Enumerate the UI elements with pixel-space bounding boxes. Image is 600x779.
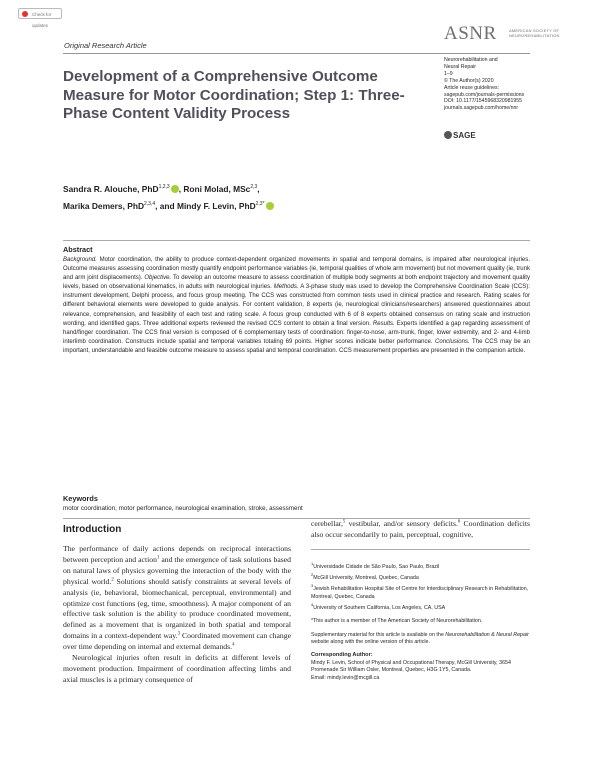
intro-right-paragraph <box>311 519 530 541</box>
logo-abbr: ASNR <box>444 23 497 44</box>
keywords-list: motor coordination, motor performance, neurological examination, stroke, assessment <box>63 505 303 512</box>
member-note: *This author is a member of The American Society of Neurorehabilitation. <box>311 618 483 625</box>
asnr-logo <box>444 23 560 45</box>
supp-pre: Supplementary material for this article is available on the <box>311 631 446 638</box>
notes-divider <box>311 549 530 550</box>
journal-info-line: DOI: 10.1177/1545968320981955 <box>444 98 523 105</box>
publisher-name: SAGE <box>453 131 476 140</box>
author-affiliation-marker: 2,3,4 <box>144 200 156 207</box>
author-list <box>63 180 403 214</box>
affiliation-number: 4 <box>311 601 314 607</box>
affiliation-text: McGill University, Montreal, Quebec, Canada <box>313 574 419 581</box>
affiliation-item <box>311 582 530 601</box>
methods-text: A 3-phase study was used to develop the Comprehensive Coordination Scale (CCS): instrument development, Delphi process, and focus group meeting. The CCS was constructed from common tests used in clinical practice and research. Rating scales for different behavioral elements were developed to guide analysis. For content validation, 8 experts (ie, neurological clinicians/researchers) answered questionnaires about relevance, comprehension, and feasibility of each test and rating scale. A focus group conducted with 6 of 8 experts obtained consensus on rating scale and instruction wording, and identified gaps. Three additional experts reviewed the revised CCS content to obtain a final version. <box>63 284 530 327</box>
article-type: Original Research Article <box>64 41 147 50</box>
text-run: cerebellar, <box>311 519 343 528</box>
author-name: Marika Demers, PhD <box>63 200 144 211</box>
background-text: Motor coordination, the ability to produce context-dependent organized movements in spatial and temporal domains, is impaired after neurological injuries. Outcome measures assessing coordination mostly quantify endpoint performance variables (ie, temporal qualities of whole arm movement) but not movement quality (ie, trunk and arm joint displacements). <box>63 257 530 282</box>
author-affiliation-marker: 2,3 <box>250 184 258 190</box>
abstract-heading: Abstract <box>63 245 93 254</box>
author-affiliation-marker: 2,3* <box>255 200 265 207</box>
journal-info-line: © The Author(s) 2020 <box>444 77 494 84</box>
text-run: and the emergence of task solutions based on natural laws of physics governing the interaction of the body with the physical world. <box>63 554 292 586</box>
journal-info <box>444 57 554 112</box>
text-run: Coordination deficits also occur secondarily to pain, perceptual, cognitive, <box>311 519 530 539</box>
citation-marker[interactable]: 1 <box>156 555 160 561</box>
intro-paragraph-2 <box>63 653 291 686</box>
affiliation-item <box>311 560 530 571</box>
conclusions-label: Conclusions. <box>435 338 470 345</box>
affiliation-text: Universidade Cidade de São Paulo, Sao Paulo, Brazil <box>313 563 440 570</box>
background-label: Background. <box>63 257 97 263</box>
abstract-top-divider <box>63 240 530 241</box>
journal-info-line: Article reuse guidelines: <box>444 84 500 91</box>
author-name: Mindy F. Levin, PhD <box>177 200 256 211</box>
corresponding-email[interactable]: Email: mindy.levin@mcgill.ca <box>311 674 380 681</box>
check-for-updates-badge[interactable] <box>18 8 62 28</box>
supp-journal: Neurorehabilitation & Neural Repair <box>445 631 529 638</box>
journal-info-line: Neural Repair <box>444 63 477 70</box>
journal-info-line: 1–9 <box>444 70 453 77</box>
author-name: Sandra R. Alouche, PhD <box>63 183 159 194</box>
citation-marker[interactable]: 5 <box>342 519 346 525</box>
affiliation-number: 1 <box>311 561 314 566</box>
supplementary-note <box>311 632 530 647</box>
results-label: Results. <box>372 320 395 327</box>
sage-icon <box>444 131 452 139</box>
citation-marker[interactable]: 4 <box>232 642 235 648</box>
text-run: vestibular, and/or sensory deficits. <box>345 519 458 528</box>
citation-marker[interactable]: 2 <box>111 577 114 583</box>
header-divider <box>63 53 530 54</box>
corresponding-heading: Corresponding Author: <box>311 652 373 659</box>
journal-info-line: journals.sagepub.com/home/nnr <box>444 105 519 112</box>
author-name: Roni Molad, MSc <box>183 183 251 194</box>
citation-marker[interactable]: 6 <box>457 519 461 525</box>
logo-society: AMERICAN SOCIETY OF NEUROREHABILITATION <box>509 28 560 38</box>
affiliation-list <box>311 560 530 612</box>
article-title: Development of a Comprehensive Outcome Measure for Motor Coordination; Step 1: Three-Phase Content Validity Process <box>63 68 405 122</box>
conclusions-text: The CCS may be an important, understandable and feasible outcome measure to assess spatial and temporal coordination. CCS measurement properties are presented in the companion article. <box>63 338 531 354</box>
results-text: Experts identified a gap regarding assessment of hand/finger coordination. The CCS final version is composed of 6 complementary tests of coordination: finger-to-nose, arm-trunk, finger, lower extremity, and 2- and 4-limb interlimb coordination. Constructs include spatial and temporal variables totaling 69 points. Higher scores indicate better performance. <box>63 320 530 345</box>
supp-post: website along with the online version of this article. <box>311 638 430 645</box>
sage-logo <box>444 131 476 140</box>
author-separator: , <box>257 183 260 194</box>
affiliation-number: 3 <box>311 583 314 589</box>
objective-text: To develop an outcome measure to assess coordination of multiple body segments at both endpoint trajectory and movement quality levels, based on observational kinematics, in adults with neurological injuries. <box>63 275 530 291</box>
affiliation-text: University of Southern California, Los Angeles, CA, USA <box>313 604 446 611</box>
crossmark-icon <box>22 11 28 17</box>
affiliation-item <box>311 571 530 582</box>
abstract-body <box>63 256 530 356</box>
author-affiliation-marker: 1,2,3 <box>158 184 170 190</box>
text-run: Neurological injuries often result in deficits at different levels of movement production. Impairment of coordination affecting limbs and axial muscles is a primary consequence of <box>63 653 291 684</box>
orcid-icon[interactable] <box>266 202 274 210</box>
affiliation-number: 2 <box>311 572 314 578</box>
orcid-icon[interactable] <box>171 185 179 193</box>
intro-left-column <box>63 544 291 686</box>
text-run: The performance of daily actions depends on reciprocal interactions between perception and action <box>63 544 291 564</box>
citation-marker[interactable]: 3 <box>177 631 180 637</box>
badge-label: Check for updates <box>32 12 52 28</box>
methods-label: Methods. <box>273 284 299 291</box>
keywords-heading: Keywords <box>63 494 98 503</box>
footnotes <box>311 560 530 682</box>
corresponding-text: Mindy F. Levin, School of Physical and Occupational Therapy, McGill University, 3654 Promenade Sir William Osler, Montreal, Quebec, H3G 1Y5, Canada. <box>311 659 511 674</box>
journal-info-line: Neurorehabilitation and <box>444 57 498 63</box>
text-run: Coordinated movement can change over time depending on internal and external demands. <box>63 631 291 652</box>
introduction-heading: Introduction <box>63 524 122 535</box>
journal-info-line: sagepub.com/journals-permissions <box>444 91 525 98</box>
affiliation-item <box>311 601 530 612</box>
author-separator: , <box>178 183 184 194</box>
author-separator: , and <box>155 200 177 211</box>
intro-paragraph-1 <box>63 544 291 653</box>
objective-label: Objective. <box>144 275 172 282</box>
text-run: Solutions should satisfy constraints at several levels of analysis (ie, behavioral, biomechanical, perceptual, environmental) and optimize cost functions (eg, time, smoothness). A major component of an effective task solution is the ability to produce coordinated movement, defined as a movement that is organized in both spatial and temporal domains in a context-dependent way. <box>63 576 291 641</box>
intro-right-column <box>311 519 530 541</box>
affiliation-text: Jewish Rehabilitation Hospital Site of Centre for Interdisciplinary Research in Rehabilitation, Montreal, Quebec, Canada <box>311 586 529 600</box>
